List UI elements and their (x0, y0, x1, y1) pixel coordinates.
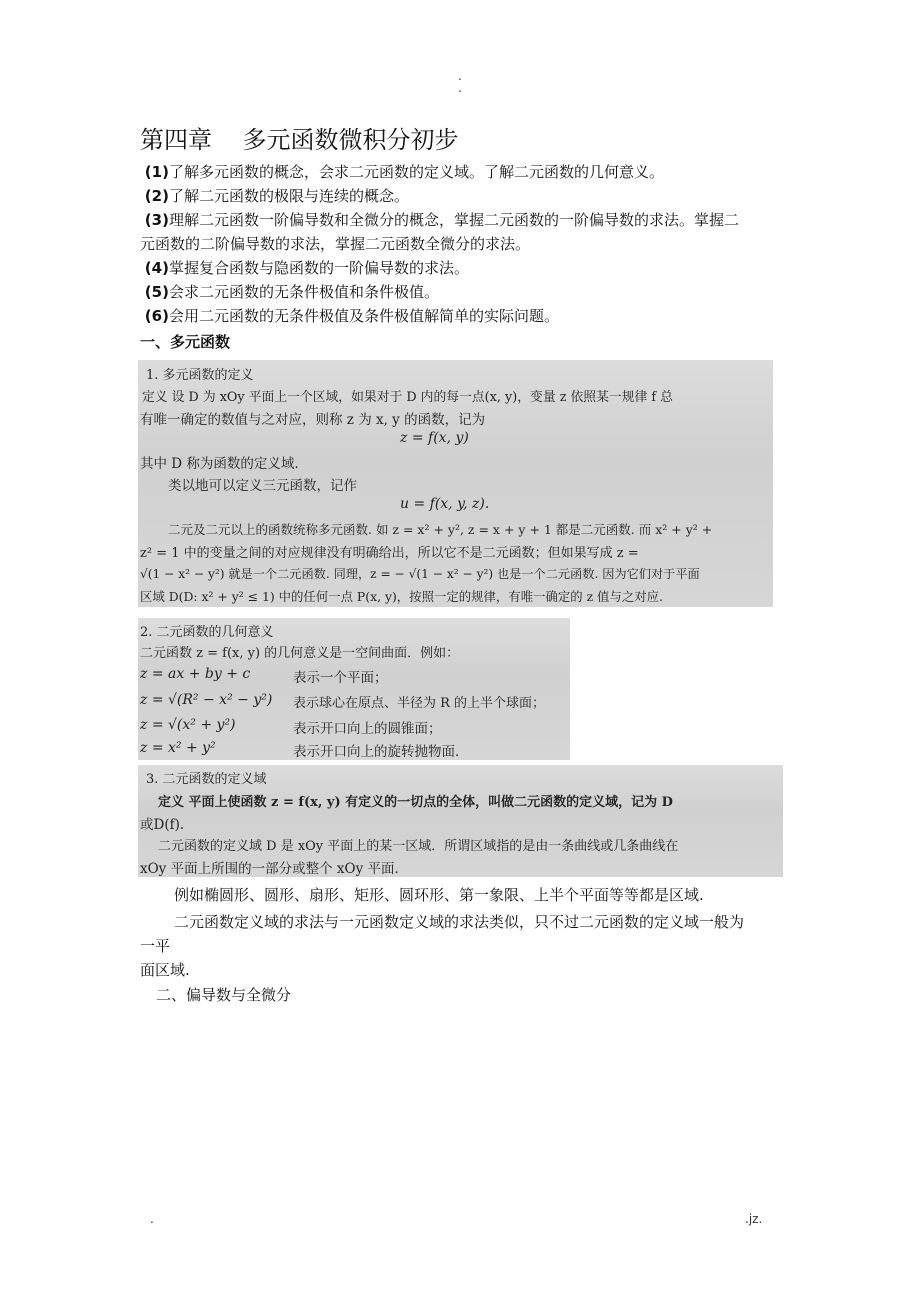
scan-formula: z = f(x, y) (400, 430, 469, 446)
objective-number: (6) (144, 307, 169, 325)
scan-line: xOy 平面上所围的一部分或整个 xOy 平面． (140, 861, 408, 877)
scan-line: 二元及二元以上的函数统称多元函数. 如 z = x² + y², z = x + y + 1 都是二元函数. 而 x² + y² + (168, 522, 713, 537)
section-heading-1: 一、多元函数 (140, 333, 231, 351)
objective-number: (4) (144, 259, 169, 277)
objective-text: 理解二元函数一阶偏导数和全微分的概念，掌握二元函数的一阶偏导数的求法。掌握二 (168, 211, 739, 229)
scan-description: 表示一个平面； (293, 670, 388, 686)
scanned-geometry-block (138, 618, 570, 760)
objective-2 (140, 184, 790, 208)
scan-formula: u = f(x, y, z). (400, 496, 490, 512)
objective-3 (140, 208, 800, 232)
scan-description: 表示开口向上的旋转抛物面． (293, 744, 469, 760)
scan-heading: 3. 二元函数的定义域 (146, 772, 267, 787)
scan-formula: z = √(x² + y²) (140, 717, 236, 733)
scan-line: 二元函数的定义域 D 是 xOy 平面上的某一区域．所谓区域指的是由一条曲线或几条曲线在 (158, 839, 679, 854)
scan-line: 二元函数 z = f(x, y) 的几何意义是一空间曲面．例如： (140, 646, 460, 661)
scan-line: 类以地可以定义三元函数，记作 (168, 478, 357, 494)
objective-3-cont: 元函数的二阶偏导数的求法，掌握二元函数全微分的求法。 (140, 235, 531, 253)
scanned-definition-block (138, 360, 773, 607)
objective-5 (140, 280, 790, 304)
objective-1 (140, 160, 790, 184)
scan-line: 定义 设 D 为 xOy 平面上一个区域，如果对于 D 内的每一点(x, y)，变量 z 依照某一规律 f 总 (142, 390, 673, 405)
objective-number: (1) (144, 163, 169, 181)
chapter-title: 第四章 多元函数微积分初步 (140, 126, 459, 154)
paragraph-regions: 例如椭圆形、圆形、扇形、矩形、圆环形、第一象限、上半个平面等等都是区域. (174, 886, 704, 904)
header-dot-2: . (458, 81, 462, 95)
header-mark (458, 70, 462, 94)
paragraph-domain-method-cont: 一平 (140, 937, 171, 955)
objective-text: 会求二元函数的无条件极值和条件极值。 (168, 283, 439, 301)
scan-formula: z = x² + y² (140, 740, 216, 756)
section-heading-2: 二、偏导数与全微分 (156, 986, 292, 1004)
objective-number: (3) (144, 211, 169, 229)
footer-right-mark: .jz. (745, 1212, 763, 1226)
objective-4 (140, 256, 790, 280)
scanned-domain-block (138, 765, 783, 877)
scan-line: 定义 平面上使函数 z = f(x, y) 有定义的一切点的全体，叫做二元函数的定义域，记为 D (158, 795, 673, 810)
paragraph-domain-method: 二元函数定义域的求法与一元函数定义域的求法类似，只不过二元函数的定义域一般为 (174, 913, 745, 931)
objective-number: (5) (144, 283, 169, 301)
objective-text: 会用二元函数的无条件极值及条件极值解简单的实际问题。 (168, 307, 559, 325)
objective-6 (140, 304, 790, 328)
scan-line: 或D(f). (140, 817, 185, 833)
objective-number: (2) (144, 187, 169, 205)
scan-description: 表示球心在原点、半径为 R 的上半个球面； (293, 696, 546, 711)
footer-left-mark: . (150, 1212, 154, 1226)
objective-text: 了解二元函数的极限与连续的概念。 (168, 187, 409, 205)
scan-heading: 2. 二元函数的几何意义 (140, 625, 274, 640)
paragraph-domain-method-end: 面区域. (140, 961, 190, 979)
scan-line: 其中 D 称为函数的定义域. (140, 456, 299, 472)
scan-formula: z = √(R² − x² − y²) (140, 692, 273, 708)
scan-line: 有唯一确定的数值与之对应，则称 z 为 x, y 的函数，记为 (140, 412, 486, 428)
scan-heading: 1. 多元函数的定义 (146, 368, 254, 383)
header-dot-1: . (458, 69, 462, 83)
scan-line: √(1 − x² − y²) 就是一个二元函数. 同理，z = − √(1 − x² − y²) 也是一个二元函数. 因为它们对于平面 (140, 567, 700, 581)
scan-formula: z = ax + by + c (140, 666, 251, 682)
scan-line: 区域 D(D: x² + y² ≤ 1) 中的任何一点 P(x, y)，按照一定的规律，有唯一确定的 z 值与之对应. (140, 589, 663, 604)
scan-description: 表示开口向上的圆锥面； (293, 721, 442, 737)
scan-line: z² = 1 中的变量之间的对应规律没有明确给出，所以它不是二元函数；但如果写成 z = (140, 546, 639, 561)
objective-text: 了解多元函数的概念，会求二元函数的定义域。了解二元函数的几何意义。 (168, 163, 664, 181)
objective-text: 掌握复合函数与隐函数的一阶偏导数的求法。 (168, 259, 469, 277)
